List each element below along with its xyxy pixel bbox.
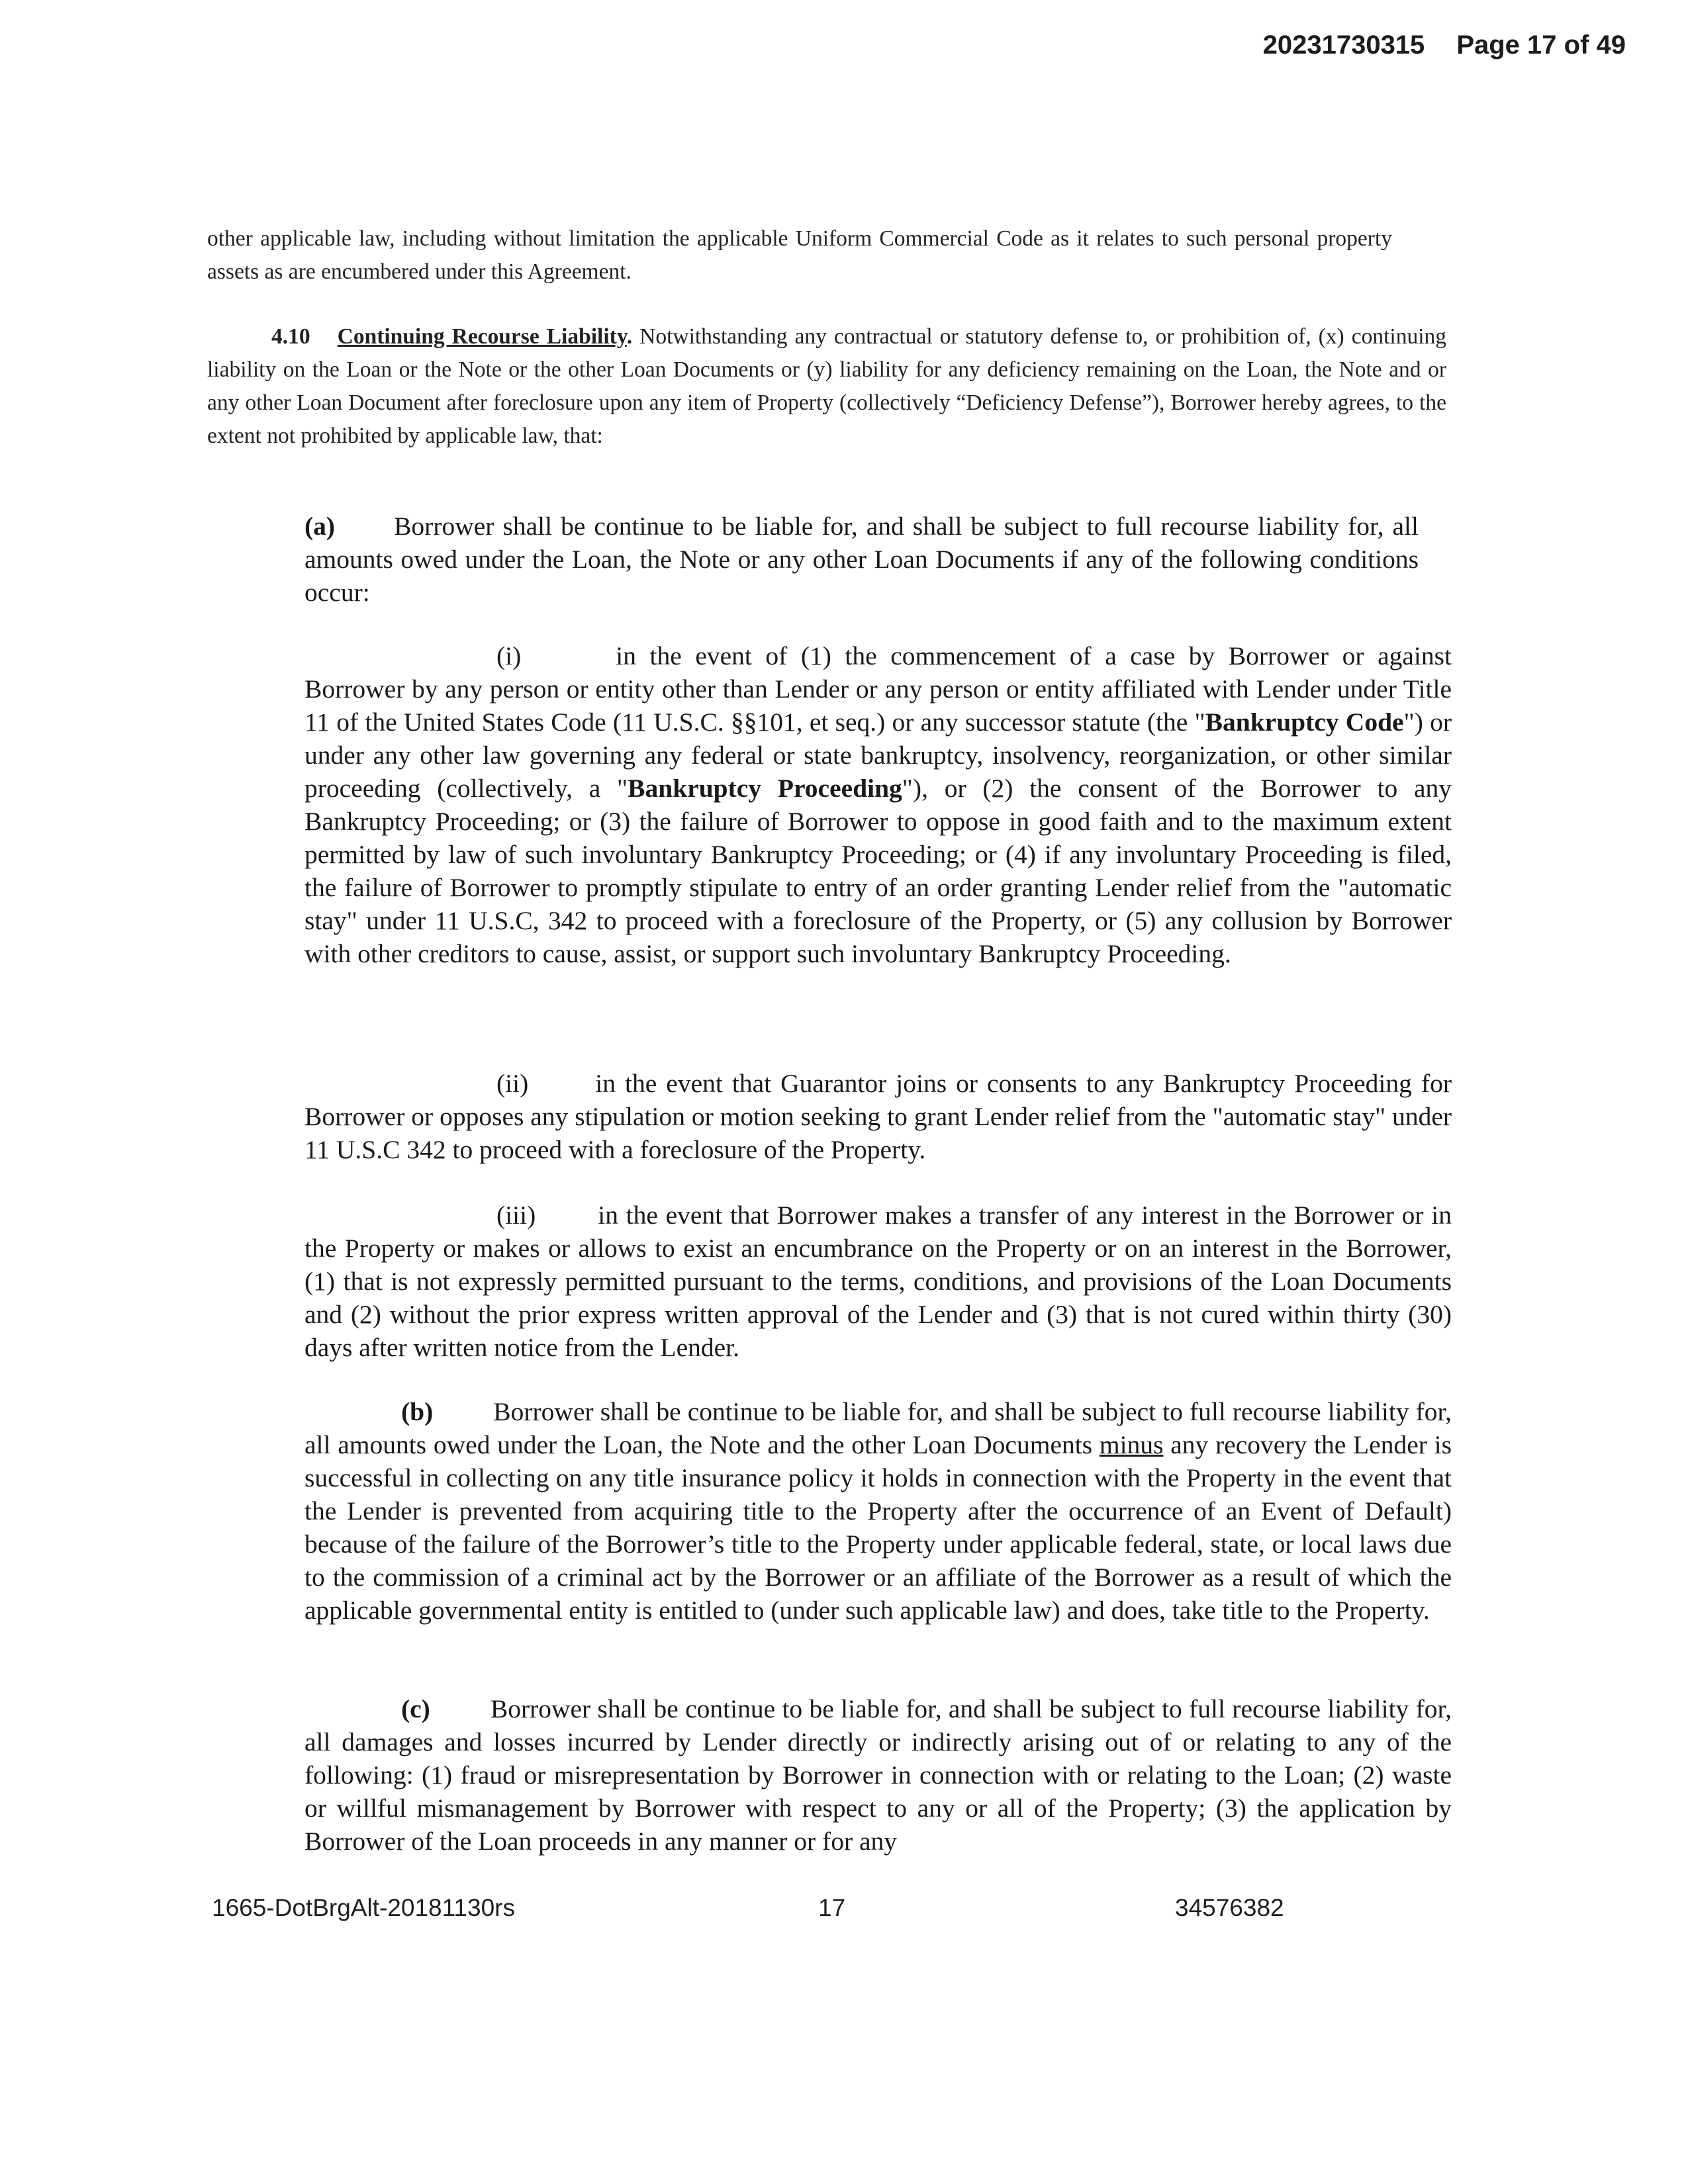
defined-term: Bankruptcy Proceeding [628, 774, 902, 803]
subparagraph-text: in the event that Guarantor joins or consents to any Bankruptcy Proceeding for Borrower or opposes any stipulation or motion seeking to grant Lender relief from the "automatic stay" under 11 U.S.C 342 to proceed with a foreclosure of the Property. [305, 1069, 1452, 1164]
filing-stamp [1263, 30, 1626, 60]
defined-term: Bankruptcy Code [1205, 707, 1404, 737]
document-number: 20231730315 [1262, 30, 1425, 60]
page-indicator: Page 17 of 49 [1456, 30, 1626, 60]
subparagraph-label: (i) [496, 641, 522, 670]
subparagraph-ii [305, 1067, 1452, 1166]
paragraph-text: Borrower shall be continue to be liable for, and shall be subject to full recourse liability for, all damages and losses incurred by Lender directly or indirectly arising out of or relating to any of the following: (1) fraud or misrepresentation by Borrower in connection with or relating to the Loan; (2) waste or willful mismanagement by Borrower with respect to any or all of the Property; (3) the application by Borrower of the Loan proceeds in any manner or for any [305, 1694, 1452, 1856]
section-4-10: 4.10 Continuing Recourse Liability. Notwithstanding any contractual or statutory defense to, or prohibition of, (x) continuing liability on the Loan or the Note or the other Loan Documents or (y) liability for any deficiency remaining on the Loan, the Note and or any other Loan Document after foreclosure upon any item of Property (collectively “Deficiency Defense”), Borrower hereby agrees, to the extent not prohibited by applicable law, that: [207, 324, 1447, 448]
paragraph-b: (b) Borrower shall be continue to be liable for, and shall be subject to full recourse liability for, all amounts owed under the Loan, the Note and the other Loan Documents minus any recovery the Lender is successful in collecting on any title insurance policy it holds in connection with the Property in the event that the Lender is prevented from acquiring title to the Property after the occurrence of an Event of Default) because of the failure of the Borrower’s title to the Property under applicable federal, state, or local laws due to the commission of a criminal act by the Borrower or an affiliate of the Borrower as a result of which the applicable governmental entity is entitled to (under such applicable law) and does, take title to the Property. [305, 1397, 1452, 1625]
paragraph-label: (a) [305, 512, 336, 541]
footer-page-number: 17 [818, 1894, 846, 1921]
subparagraph-iii [305, 1199, 1452, 1364]
paragraph-a [305, 510, 1419, 609]
subparagraph-i: (i) in the event of (1) the commencement of a case by Borrower or against Borrower by any person or entity other than Lender or any person or entity affiliated with Lender under Title 11 of the United States Code (11 U.S.C. §§101, et seq.) or any successor statute (the "Bankruptcy Code") or under any other law governing any federal or state bankruptcy, insolvency, reorganization, or other similar proceeding (collectively, a "Bankruptcy Proceeding"), or (2) the consent of the Borrower to any Bankruptcy Proceeding; or (3) the failure of Borrower to oppose in good faith and to the maximum extent permitted by law of such involuntary Bankruptcy Proceeding; or (4) if any involuntary Proceeding is filed, the failure of Borrower to promptly stipulate to entry of an order granting Lender relief from the "automatic stay" under 11 U.S.C, 342 to proceed with a foreclosure of the Property, or (5) any collusion by Borrower with other creditors to cause, assist, or support such involuntary Bankruptcy Proceeding. [305, 641, 1452, 968]
section-title: Continuing Recourse Liability [337, 324, 627, 349]
subparagraph-label: (ii) [496, 1069, 529, 1098]
intro-continuation: other applicable law, including without limitation the applicable Uniform Commercial Code as it relates to such personal property assets as are encumbered under this Agreement. [207, 226, 1392, 284]
subparagraph-label: (iii) [496, 1201, 536, 1230]
paragraph-label: (c) [401, 1694, 430, 1723]
section-text: Notwithstanding any contractual or statutory defense to, or prohibition of, (x) continuing liability on the Loan or the Note or the other Loan Documents or (y) liability for any deficiency remaining on the Loan, the Note and or any other Loan Document after foreclosure upon any item of Property (collectively “Deficiency Defense”), Borrower hereby agrees, to the extent not prohibited by applicable law, that: [207, 324, 1447, 448]
emphasized-word: minus [1099, 1430, 1164, 1459]
footer-doc-id: 34576382 [1175, 1894, 1284, 1921]
paragraph-c [305, 1692, 1452, 1858]
section-number: 4.10 [271, 324, 310, 349]
paragraph-label: (b) [401, 1397, 434, 1426]
paragraph-text: Borrower shall be continue to be liable for, and shall be subject to full recourse liability for, all amounts owed under the Loan, the Note or any other Loan Documents if any of the following conditions occur: [305, 512, 1419, 607]
subparagraph-text: in the event that Borrower makes a transfer of any interest in the Borrower or in the Property or makes or allows to exist an encumbrance on the Property or on an interest in the Borrower, (1) that is not expressly permitted pursuant to the terms, conditions, and provisions of the Loan Documents and (2) without the prior express written approval of the Lender and (3) that is not cured within thirty (30) days after written notice from the Lender. [305, 1201, 1452, 1362]
footer-doc-code: 1665-DotBrgAlt-20181130rs [212, 1894, 515, 1921]
